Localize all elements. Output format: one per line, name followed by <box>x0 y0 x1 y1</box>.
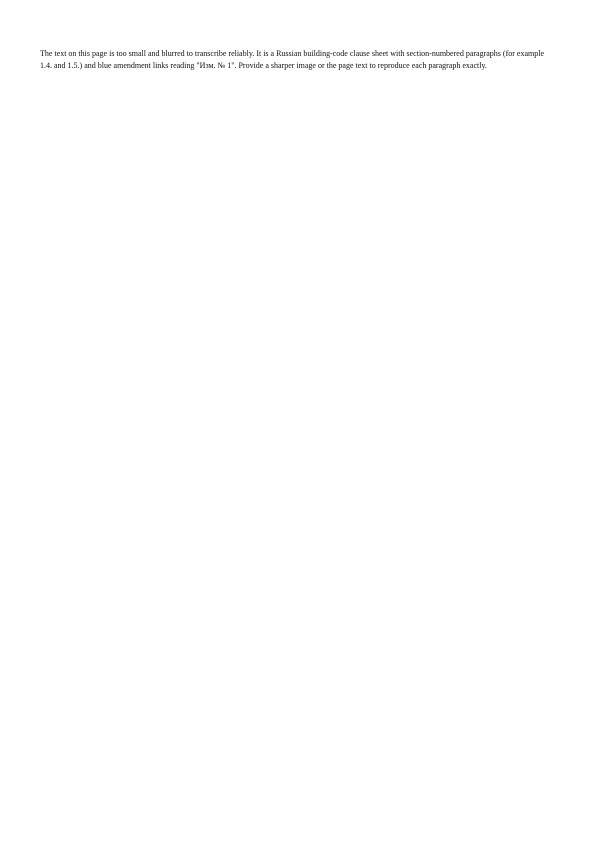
transcription-notice: The text on this page is too small and blurred to transcribe reliably. It is a Russian building-code clause sheet with section-numbered paragraphs (for example 1.4. and 1.5.) and blue amendment links reading "Изм. № 1". Provide a sharper image or the page text to reproduce each paragraph exactly. <box>40 49 544 70</box>
